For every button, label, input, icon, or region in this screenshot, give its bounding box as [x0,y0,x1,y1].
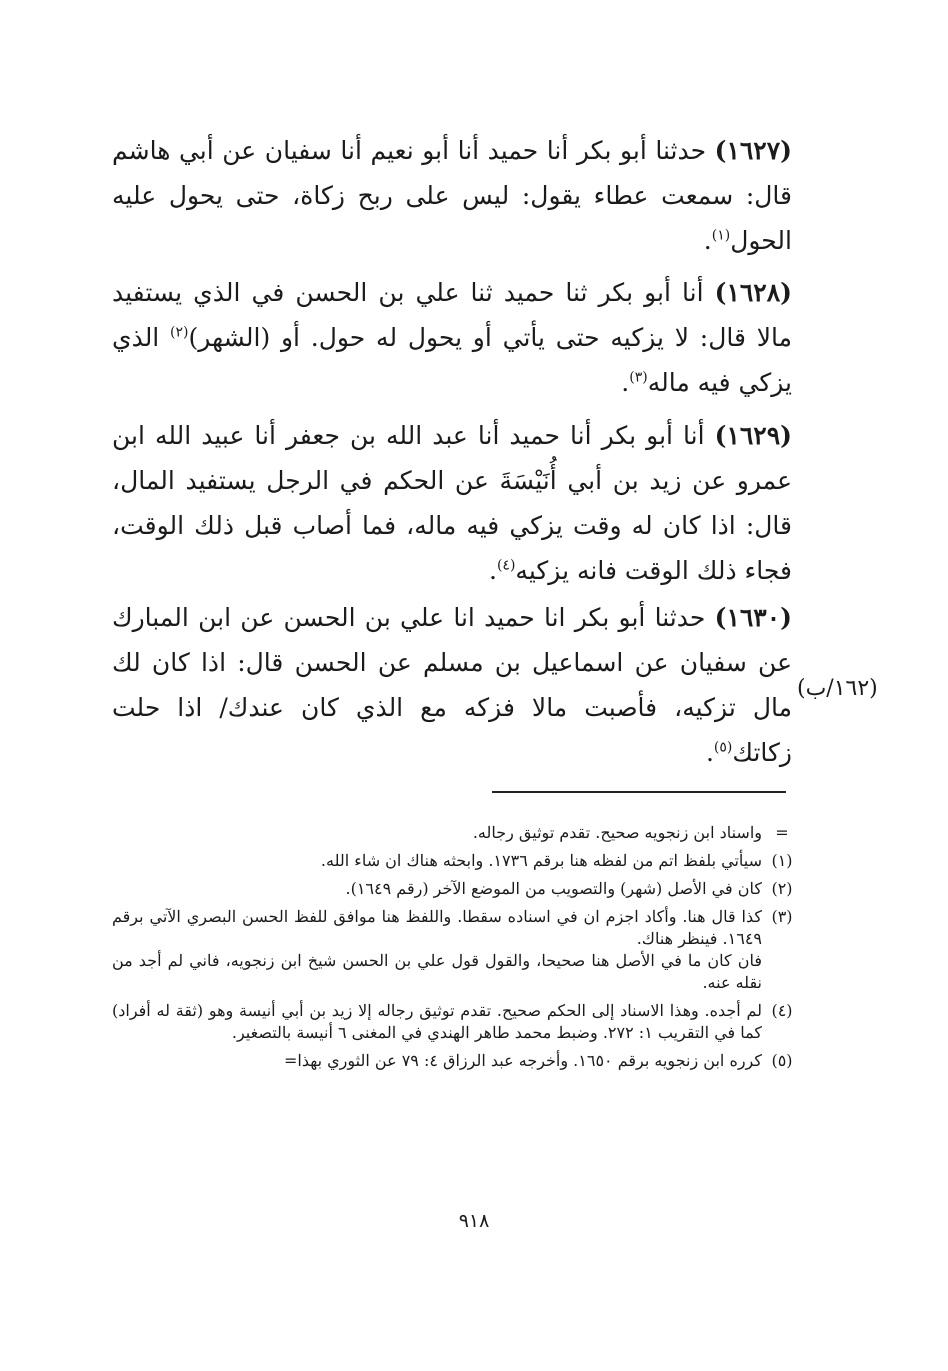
footnote-body [112,1050,762,1072]
footnote-ref: (٥) [713,739,733,756]
footnote-1 [112,850,802,872]
footnote-text: كان في الأصل (شهر) والتصويب من الموضع الآخر (رقم ١٦٤٩). [345,879,762,898]
hadith-end: . [621,368,630,397]
footnote-3 [112,906,802,994]
hadith-end: . [703,226,712,255]
footnotes-section [112,822,802,1078]
footnote-text: كذا قال هنا. وأكاد اجزم ان في اسناده سقطا. واللفظ هنا موافق للفظ الحسن البصري الآتي برقم ١٦٤٩. فينظر هناك. [112,907,762,948]
hadith-number: (١٦٣٠) [714,603,792,632]
footnote-mark: (٤) [771,1001,793,1020]
hadith-number: (١٦٢٨) [714,278,792,307]
footnote-text: فان كان ما في الأصل هنا صحيحا، والقول قول علي بن الحسن شيخ ابن زنجويه، فاني لم أجد من نقله عنه. [112,951,762,992]
hadith-1628 [112,270,792,405]
page-number: ٩١٨ [458,1210,490,1232]
footnote-5 [112,1050,802,1072]
footnote-mark: (١) [771,851,793,870]
footnote-mark: (٣) [771,907,793,926]
footnote-body [112,906,762,994]
footnote-continuation [112,822,802,844]
footnote-text: واسناد ابن زنجويه صحيح. تقدم توثيق رجاله. [472,823,762,842]
footnote-2 [112,878,802,900]
footnote-mark: (٥) [771,1051,793,1070]
footnote-body [112,850,762,872]
footnote-separator [492,791,786,793]
footnote-ref: (٤) [496,557,516,574]
footnote-ref: (٢) [170,324,189,341]
hadith-text: أنا أبو بكر أنا حميد أنا عبد الله بن جعفر أنا عبيد الله ابن عمرو عن زيد بن أبي أُنَيْسَةَ عن الحكم في الرجل يستفيد المال، قال: اذا كان له وقت يزكي فيه ماله، فما أصاب قبل ذلك الوقت، فجاء ذلك الوقت فانه يزكيه [112,421,792,585]
footnote-mark: (٢) [771,879,793,898]
hadith-text: حدثنا أبو بكر أنا حميد أنا أبو نعيم أنا سفيان عن أبي هاشم قال: سمعت عطاء يقول: ليس على ربح زكاة، حتى يحول عليه الحول [112,136,792,255]
footnote-body [112,1000,762,1044]
hadith-number: (١٦٢٧) [714,136,792,165]
footnote-text: سيأتي بلفظ اتم من لفظه هنا برقم ١٧٣٦. وابحثه هناك ان شاء الله. [320,851,762,870]
footnote-text: لم أجده. وهذا الاسناد إلى الحكم صحيح. تقدم توثيق رجاله إلا زيد بن أبي أنيسة وهو (ثقة له أفراد) كما في التقريب ١: ٢٧٢. وضبط محمد طاهر الهندي في المغنى ٦ أنيسة بالتصغير. [112,1001,762,1042]
hadith-end: . [489,556,497,585]
footnote-ref: (١) [711,227,731,244]
hadith-number: (١٦٢٩) [714,421,792,450]
hadith-1627 [112,128,792,263]
footnote-ref: (٣) [629,369,648,386]
hadith-1630 [112,595,792,775]
footnote-body [112,822,762,844]
hadith-text: حدثنا أبو بكر انا حميد انا علي بن الحسن عن ابن المبارك عن سفيان عن اسماعيل بن مسلم عن الحسن قال: اذا كان لك مال تزكيه، فأصبت مالا فزكه مع الذي كان عندك/ اذا حلت زكاتك [112,603,792,767]
hadith-end: . [705,738,714,767]
footnote-mark: = [775,823,789,842]
footnote-text: كرره ابن زنجويه برقم ١٦٥٠. وأخرجه عبد الرزاق ٤: ٧٩ عن الثوري بهذا= [283,1051,762,1070]
footnote-body [112,878,762,900]
manuscript-folio-marker: (١٦٢/ب) [797,676,878,701]
hadith-text: أنا أبو بكر ثنا حميد ثنا علي بن الحسن في الذي يستفيد مالا قال: لا يزكيه حتى يأتي أو يحول له حول. أو (الشهر) [112,278,792,352]
hadith-1629 [112,413,792,593]
hadith-text-continued: الذي يزكي فيه ماله [112,323,792,397]
footnote-4 [112,1000,802,1044]
